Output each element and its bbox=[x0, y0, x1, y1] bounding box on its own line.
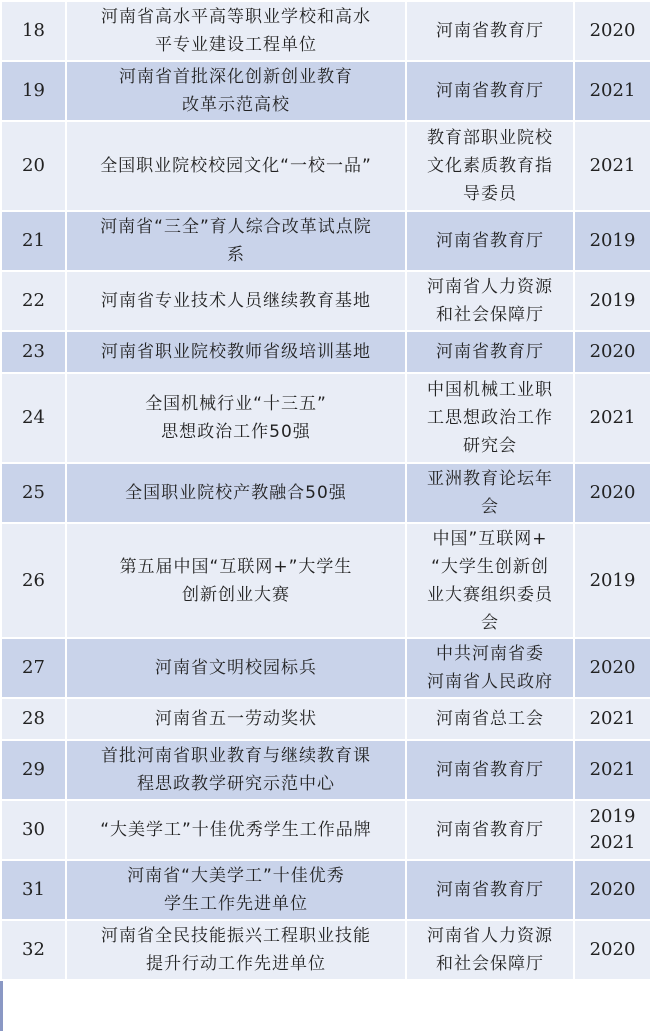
awarding-unit-line: 导委员 bbox=[463, 184, 517, 204]
honor-title-line: 河南省文明校园标兵 bbox=[155, 658, 317, 678]
row-number: 21 bbox=[1, 211, 66, 271]
award-year bbox=[574, 121, 650, 211]
honor-title-line: 全国职业院校校园文化“一校一品” bbox=[100, 156, 372, 176]
awarding-unit-line: 会 bbox=[481, 612, 499, 633]
row-number: 19 bbox=[1, 61, 66, 121]
table-row bbox=[1, 638, 650, 698]
award-year bbox=[574, 920, 650, 980]
row-number: 26 bbox=[1, 523, 66, 638]
award-year bbox=[574, 638, 650, 698]
award-year bbox=[574, 523, 650, 638]
award-year-line: 2019 bbox=[589, 569, 636, 591]
awarding-unit-line: 中国机械工业职 bbox=[427, 380, 553, 400]
award-year-line: 2021 bbox=[589, 80, 636, 101]
award-year-line: 2021 bbox=[589, 407, 636, 428]
award-year-line: 2019 bbox=[589, 230, 636, 251]
honor-title bbox=[66, 698, 406, 740]
row-number: 24 bbox=[1, 373, 66, 463]
row-number: 29 bbox=[1, 740, 66, 800]
award-year bbox=[574, 1, 650, 61]
awarding-unit bbox=[406, 373, 574, 463]
honor-title-line: 改革示范高校 bbox=[182, 95, 290, 115]
table-row bbox=[1, 920, 650, 980]
honor-title-line: 程思政教学研究示范中心 bbox=[137, 774, 335, 794]
row-number: 18 bbox=[1, 1, 66, 61]
honor-title bbox=[66, 860, 406, 920]
awarding-unit bbox=[406, 331, 574, 373]
award-year-line: 2021 bbox=[589, 155, 636, 176]
table-row bbox=[1, 463, 650, 523]
awarding-unit-line: 中国”互联网+ bbox=[432, 528, 548, 549]
honor-title-line: 系 bbox=[227, 245, 245, 265]
award-year bbox=[574, 463, 650, 523]
award-year bbox=[574, 373, 650, 463]
awarding-unit-line: 中共河南省委 bbox=[436, 644, 544, 664]
honor-title-line: 河南省全民技能振兴工程职业技能 bbox=[101, 926, 371, 946]
awarding-unit-line: 研究会 bbox=[463, 436, 517, 456]
table-row bbox=[1, 271, 650, 331]
table-row bbox=[1, 331, 650, 373]
awarding-unit bbox=[406, 740, 574, 800]
honors-table-body bbox=[1, 1, 650, 980]
award-year-line: 2020 bbox=[589, 879, 636, 900]
awarding-unit-line: 河南省教育厅 bbox=[436, 231, 544, 251]
honor-title-line: 创新创业大赛 bbox=[182, 584, 290, 605]
award-year-line: 2021 bbox=[589, 759, 636, 780]
row-number: 22 bbox=[1, 271, 66, 331]
honor-title bbox=[66, 638, 406, 698]
honor-title-line: 全国机械行业“十三五” bbox=[145, 394, 327, 414]
table-row bbox=[1, 800, 650, 860]
honor-title-line: 学生工作先进单位 bbox=[164, 894, 308, 914]
awarding-unit-line: 业大赛组织委员 bbox=[427, 584, 553, 605]
honor-title bbox=[66, 373, 406, 463]
honor-title bbox=[66, 211, 406, 271]
honor-title-line: 河南省高水平高等职业学校和高水 bbox=[101, 7, 371, 27]
honor-title bbox=[66, 271, 406, 331]
awarding-unit-line: 河南省人力资源 bbox=[427, 926, 553, 946]
row-number: 30 bbox=[1, 800, 66, 860]
awarding-unit-line: 河南省人民政府 bbox=[427, 672, 553, 692]
award-year-line: 2020 bbox=[589, 939, 636, 960]
table-row bbox=[1, 121, 650, 211]
awarding-unit-line: 河南省教育厅 bbox=[436, 21, 544, 41]
honor-title bbox=[66, 740, 406, 800]
honor-title-line: 河南省“大美学工”十佳优秀 bbox=[127, 866, 345, 886]
row-number: 28 bbox=[1, 698, 66, 740]
awarding-unit bbox=[406, 61, 574, 121]
award-year-line: 2020 bbox=[589, 20, 636, 41]
honor-title-line: 河南省专业技术人员继续教育基地 bbox=[101, 291, 371, 311]
honor-title bbox=[66, 61, 406, 121]
award-year-line: 2020 bbox=[589, 657, 636, 678]
honor-title-line: 提升行动工作先进单位 bbox=[146, 954, 326, 974]
awarding-unit bbox=[406, 1, 574, 61]
honor-title bbox=[66, 121, 406, 211]
awarding-unit-line: 会 bbox=[481, 497, 499, 517]
honor-title-line: 平专业建设工程单位 bbox=[155, 35, 317, 55]
awarding-unit-line: “大学生创新创 bbox=[431, 556, 549, 577]
awarding-unit bbox=[406, 920, 574, 980]
honor-title-line: 河南省职业院校教师省级培训基地 bbox=[101, 342, 371, 362]
row-number: 31 bbox=[1, 860, 66, 920]
honor-title bbox=[66, 800, 406, 860]
row-number: 23 bbox=[1, 331, 66, 373]
award-year-line: 2019 bbox=[589, 290, 636, 311]
row-number: 20 bbox=[1, 121, 66, 211]
awarding-unit-line: 亚洲教育论坛年 bbox=[427, 469, 553, 489]
awarding-unit bbox=[406, 638, 574, 698]
awarding-unit-line: 文化素质教育指 bbox=[427, 156, 553, 176]
honor-title bbox=[66, 463, 406, 523]
awarding-unit bbox=[406, 523, 574, 638]
awarding-unit-line: 河南省总工会 bbox=[436, 709, 544, 729]
table-row bbox=[1, 523, 650, 638]
table-row bbox=[1, 61, 650, 121]
awarding-unit-line: 和社会保障厅 bbox=[436, 305, 544, 325]
honor-title-line: 河南省“三全”育人综合改革试点院 bbox=[100, 217, 372, 237]
awarding-unit-line: 河南省教育厅 bbox=[436, 342, 544, 362]
award-year bbox=[574, 61, 650, 121]
table-row bbox=[1, 698, 650, 740]
table-row bbox=[1, 860, 650, 920]
honor-title-line: 河南省五一劳动奖状 bbox=[155, 709, 317, 729]
awarding-unit-line: 河南省教育厅 bbox=[436, 880, 544, 900]
row-number: 27 bbox=[1, 638, 66, 698]
honor-title bbox=[66, 523, 406, 638]
honor-title-line: 思想政治工作50强 bbox=[161, 422, 311, 442]
awarding-unit bbox=[406, 698, 574, 740]
award-year bbox=[574, 271, 650, 331]
award-year bbox=[574, 860, 650, 920]
awarding-unit bbox=[406, 271, 574, 331]
award-year-line: 2020 bbox=[589, 341, 636, 362]
honor-title bbox=[66, 1, 406, 61]
table-row bbox=[1, 740, 650, 800]
table-row bbox=[1, 373, 650, 463]
honor-title-line: 首批河南省职业教育与继续教育课 bbox=[101, 746, 371, 766]
award-year-line: 2019 bbox=[589, 806, 636, 827]
award-year bbox=[574, 331, 650, 373]
honor-title-line: 全国职业院校产教融合50强 bbox=[125, 483, 347, 503]
award-year bbox=[574, 740, 650, 800]
row-number: 32 bbox=[1, 920, 66, 980]
awarding-unit-line: 工思想政治工作 bbox=[427, 408, 553, 428]
awarding-unit bbox=[406, 860, 574, 920]
award-year bbox=[574, 211, 650, 271]
awarding-unit-line: 河南省人力资源 bbox=[427, 277, 553, 297]
award-year-line: 2020 bbox=[589, 482, 636, 503]
award-year-line: 2021 bbox=[589, 708, 636, 729]
award-year bbox=[574, 698, 650, 740]
table-row bbox=[1, 1, 650, 61]
honor-title bbox=[66, 331, 406, 373]
awarding-unit-line: 河南省教育厅 bbox=[436, 81, 544, 101]
row-number: 25 bbox=[1, 463, 66, 523]
honor-title-line: “大美学工”十佳优秀学生工作品牌 bbox=[100, 820, 372, 840]
awarding-unit-line: 教育部职业院校 bbox=[427, 128, 553, 148]
table-row bbox=[1, 211, 650, 271]
award-year-line: 2021 bbox=[589, 832, 636, 853]
awarding-unit-line: 河南省教育厅 bbox=[436, 820, 544, 840]
honor-title-line: 第五届中国“互联网+”大学生 bbox=[119, 556, 353, 577]
honor-title bbox=[66, 920, 406, 980]
awarding-unit bbox=[406, 121, 574, 211]
award-year bbox=[574, 800, 650, 860]
awarding-unit-line: 和社会保障厅 bbox=[436, 954, 544, 974]
honor-title-line: 河南省首批深化创新创业教育 bbox=[119, 67, 353, 87]
awarding-unit-line: 河南省教育厅 bbox=[436, 760, 544, 780]
awarding-unit bbox=[406, 463, 574, 523]
awarding-unit bbox=[406, 800, 574, 860]
awarding-unit bbox=[406, 211, 574, 271]
